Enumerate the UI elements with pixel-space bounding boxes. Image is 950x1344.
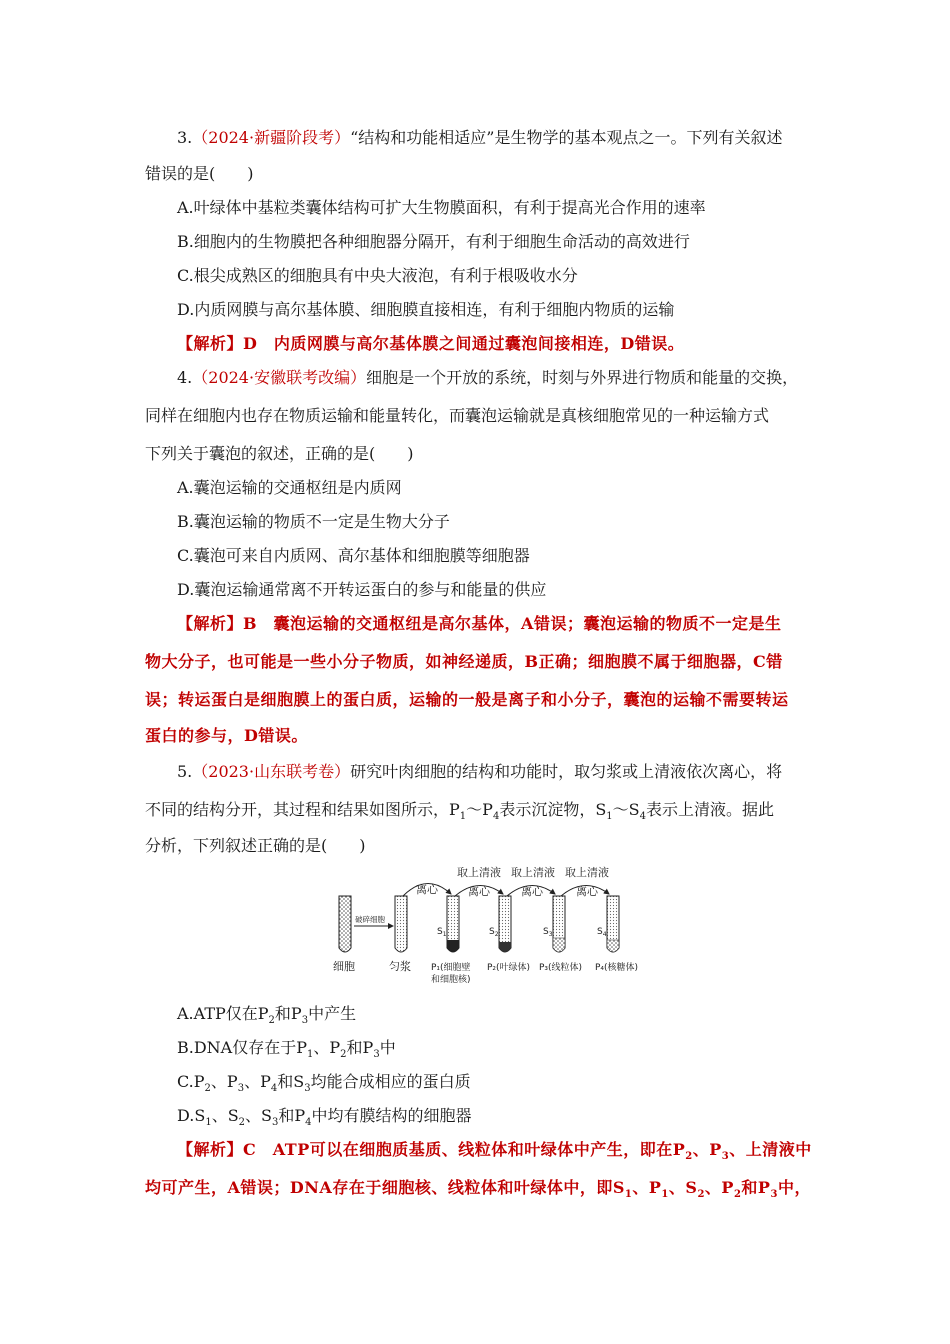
label-s4: $S_4$ xyxy=(597,927,607,938)
label-homogenate: 匀浆 xyxy=(389,960,411,973)
q4-analysis-tag: 【解析】 xyxy=(177,614,244,633)
q5-stem-line-1: 5.（2023·山东联考卷）研究叶肉细胞的结构和功能时，取匀浆或上清液依次离心，将 xyxy=(177,762,783,781)
label-take-supernatant-1: 取上清液 xyxy=(457,866,501,879)
q3-stem-line-2: 错误的是( ) xyxy=(145,164,254,183)
q4-source: （2024·安徽联考改编） xyxy=(192,368,367,387)
label-break-cells: 破碎细胞 xyxy=(355,915,385,924)
q5-stem-line-2: 不同的结构分开，其过程和结果如图所示，$P_1\sim P_4$表示沉淀物，$S_1\sim S_4$表示上清液。据此 xyxy=(145,800,775,823)
q5-option-b: B.DNA仅存在于$P_1$、$P_2$和$P_3$中 xyxy=(177,1038,396,1061)
label-p2: P₂(叶绿体) xyxy=(487,963,531,973)
q3-number: 3. xyxy=(177,128,193,147)
q5-analysis-line-1: 【解析】C ATP可以在细胞质基质、线粒体和叶绿体中产生，即在$P_2$、$P_3$、上清液中 xyxy=(177,1140,812,1163)
tube-homogenate xyxy=(395,896,407,952)
q4-option-c: C.囊泡可来自内质网、高尔基体和细胞膜等细胞器 xyxy=(177,546,530,565)
q5-option-d: $D.S_1$、$S_2$、$S_3$和$P_4$中均有膜结构的细胞器 xyxy=(177,1106,472,1129)
label-centrifuge-2: 离心 xyxy=(468,885,490,898)
label-centrifuge-1: 离心 xyxy=(416,883,438,896)
q3-stem-line-1: 3.（2024·新疆阶段考）“结构和功能相适应”是生物学的基本观点之一。下列有关叙述 xyxy=(177,128,783,147)
q4-stem-line-3: 下列关于囊泡的叙述，正确的是( ) xyxy=(145,444,414,463)
q5-analysis-tag: 【解析】 xyxy=(177,1140,244,1159)
q4-analysis-line-2: 物大分子，也可能是一些小分子物质，如神经递质，B正确；细胞膜不属于细胞器，C错 xyxy=(145,652,783,671)
q5-analysis-line-2: 均可产生，A错误；DNA存在于细胞核、线粒体和叶绿体中，即$S_1$、$P_1$、$S_2$、$P_2$和$P_3$中， xyxy=(145,1178,811,1201)
q4-analysis-line-4: 蛋白的参与，D错误。 xyxy=(145,726,308,745)
q5-source: （2023·山东联考卷） xyxy=(192,762,351,781)
q3-analysis: 【解析】D 内质网膜与高尔基体膜之间通过囊泡间接相连，D错误。 xyxy=(177,334,685,353)
q3-source: （2024·新疆阶段考） xyxy=(192,128,351,147)
pellet-p3 xyxy=(553,938,565,952)
q4-option-b: B.囊泡运输的物质不一定是生物大分子 xyxy=(177,512,450,531)
tube-cells xyxy=(339,896,351,952)
label-centrifuge-4: 离心 xyxy=(576,885,598,898)
label-s3: $S_3$ xyxy=(543,927,553,938)
label-cell: 细胞 xyxy=(333,960,355,973)
q4-stem-line-2: 同样在细胞内也存在物质运输和能量转化，而囊泡运输就是真核细胞常见的一种运输方式 xyxy=(145,406,770,425)
q5-stem-line-3: 分析，下列叙述正确的是( ) xyxy=(145,836,366,855)
q4-analysis-line-3: 误；转运蛋白是细胞膜上的蛋白质，运输的一般是离子和小分子，囊泡的运输不需要转运 xyxy=(145,690,789,709)
q3-option-a: A.叶绿体中基粒类囊体结构可扩大生物膜面积，有利于提高光合作用的速率 xyxy=(177,198,706,217)
q5-option-c: $C.P_2$、$P_3$、$P_4$和$S_3$均能合成相应的蛋白质 xyxy=(177,1072,471,1095)
pellet-p4 xyxy=(607,940,619,952)
label-take-supernatant-3: 取上清液 xyxy=(565,866,609,879)
q3-option-c: C.根尖成熟区的细胞具有中央大液泡，有利于根吸收水分 xyxy=(177,266,578,285)
label-take-supernatant-2: 取上清液 xyxy=(511,866,555,879)
q4-stem-line-1: 4.（2024·安徽联考改编）细胞是一个开放的系统，时刻与外界进行物质和能量的交换， xyxy=(177,368,799,387)
q3-analysis-tag: 【解析】 xyxy=(177,334,244,353)
q3-option-b: B.细胞内的生物膜把各种细胞器分隔开，有利于细胞生命活动的高效进行 xyxy=(177,232,690,251)
q4-number: 4. xyxy=(177,368,193,387)
q4-analysis-line-1: 【解析】B 囊泡运输的交通枢纽是高尔基体，A错误；囊泡运输的物质不一定是生 xyxy=(177,614,782,633)
label-p3: P₃(线粒体) xyxy=(539,963,583,973)
label-centrifuge-3: 离心 xyxy=(521,885,543,898)
label-p4: P₄(核糖体) xyxy=(595,963,639,973)
q4-option-a: A.囊泡运输的交通枢纽是内质网 xyxy=(177,478,402,497)
label-p1-line2: 和细胞核) xyxy=(431,975,471,985)
q4-option-d: D.囊泡运输通常离不开转运蛋白的参与和能量的供应 xyxy=(177,580,547,599)
label-s1: $S_1$ xyxy=(437,927,447,938)
q5-number: 5. xyxy=(177,762,193,781)
label-s2: $S_2$ xyxy=(489,927,499,938)
q5-option-a: A.ATP仅在$P_2$和$P_3$中产生 xyxy=(177,1004,357,1027)
label-p1-line1: P₁(细胞壁 xyxy=(431,963,471,973)
q3-option-d: D.内质网膜与高尔基体膜、细胞膜直接相连，有利于细胞内物质的运输 xyxy=(177,300,675,319)
centrifugation-diagram xyxy=(327,862,649,990)
